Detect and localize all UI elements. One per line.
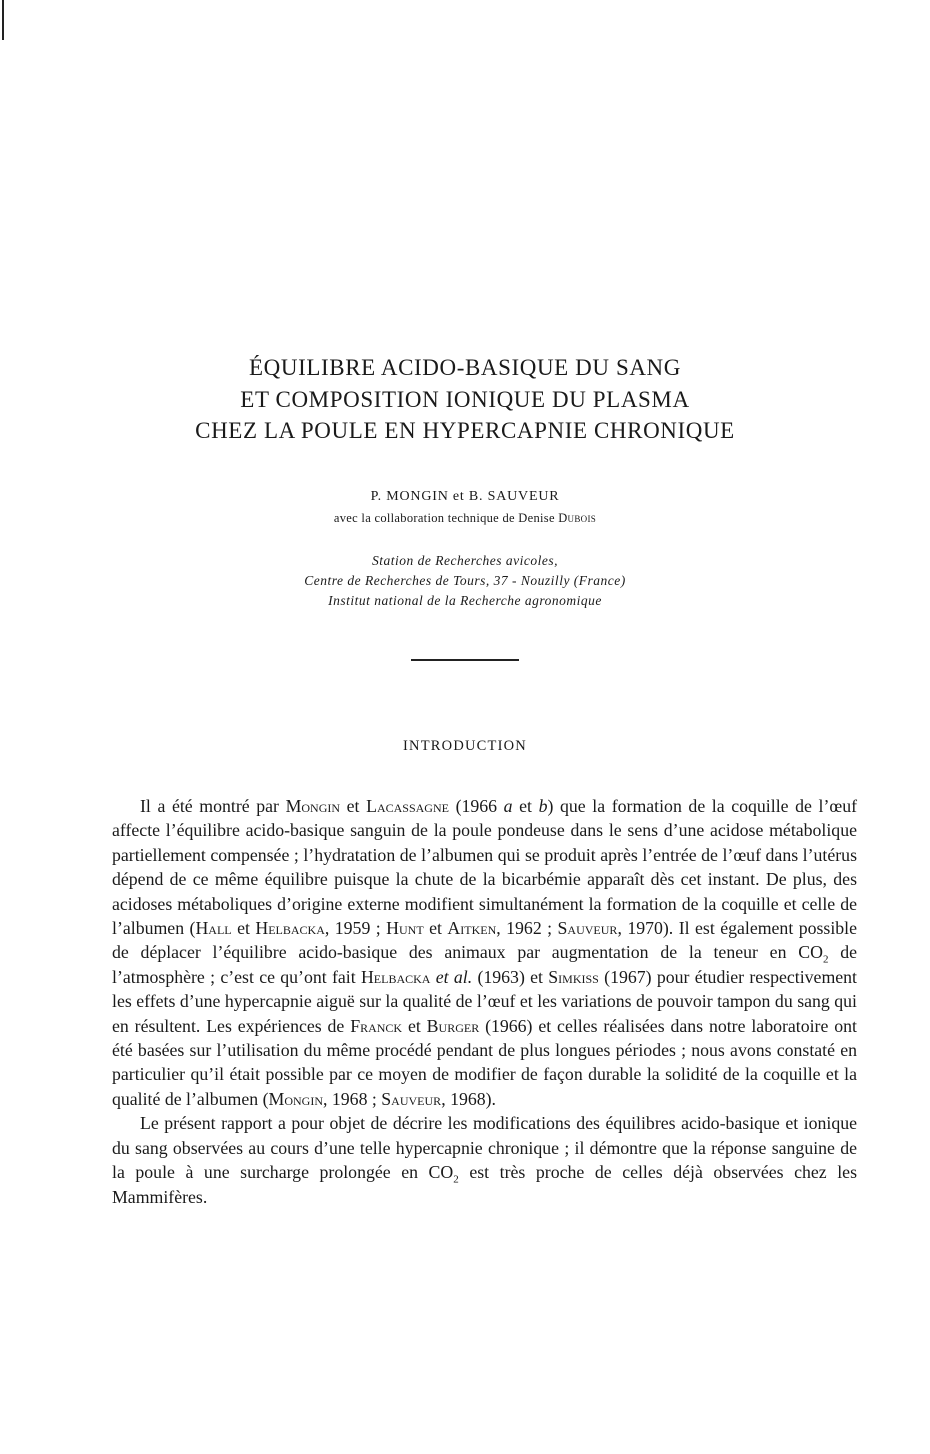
author-citation: Mongin	[268, 1088, 323, 1109]
page-edge-mark	[2, 0, 4, 40]
author-citation: Lacassagne	[366, 796, 449, 816]
author-citation: Simkiss	[548, 966, 599, 987]
affiliation-line-1: Station de Recherches avicoles,	[372, 553, 558, 568]
title-line-3: CHEZ LA POULE EN HYPERCAPNIE CHRONIQUE	[195, 418, 735, 443]
author-citation: Helbacka	[255, 918, 325, 939]
title-line-2: ET COMPOSITION IONIQUE DU PLASMA	[240, 386, 690, 412]
author-citation: Helbacka	[360, 966, 431, 987]
author-citation: Sauveur	[381, 1088, 442, 1109]
italic-text: a	[503, 796, 513, 816]
text-span: et	[423, 918, 448, 939]
italic-text: et al.	[435, 966, 473, 987]
article-title	[0, 352, 930, 447]
author-names: P. MONGIN et B. SAUVEUR	[370, 489, 560, 504]
subscript: 2	[822, 953, 829, 966]
author-citation: Hall	[195, 918, 232, 939]
author-citation: Sauveur	[557, 918, 618, 939]
author-citation: Franck	[350, 1015, 403, 1036]
subscript: 2	[453, 1173, 459, 1186]
collaboration-prefix: avec la collaboration technique de Denise	[333, 511, 555, 525]
body-text	[112, 794, 857, 1209]
text-span: (1963) et	[472, 966, 549, 987]
section-heading-introduction: INTRODUCTION	[403, 738, 527, 754]
text-span: , 1968).	[441, 1088, 497, 1109]
text-span: ) que la formation de la coquille de l’œuf affecte l’équilibre acido-basique sanguin de la poule pondeuse dans le sens d’une acidose métabolique partiellement compensée ; l’hydratation de l’albumen qui se produit après l’entrée de l’œuf dans l’utérus dépend de ce même équilibre puisque la chute de la bicarbémie apparaît dès cet instant. De plus, des acidoses métaboliques d’origine externe modifient simultanément la formation de la coquille et celle de l’albumen (	[112, 796, 858, 939]
text-span: , 1962 ;	[496, 918, 558, 939]
author-citation: Hunt	[386, 918, 424, 939]
text-span: (1966) et celles réalisées dans notre laboratoire ont été basées sur l’utilisation du même procédé pendant de plus longues périodes ; nous avons constaté en particulier qu’il était possible par ce moyen de modifier de façon durable la solidité de la coquille et la qualité de l’albumen (	[112, 1015, 857, 1109]
affiliation-line-2: Centre de Recherches de Tours, 37 - Nouzilly (France)	[304, 573, 626, 588]
author-citation: Burger	[426, 1015, 480, 1036]
text-span: de l’atmosphère ; c’est ce qu’ont fait	[112, 942, 857, 987]
title-separator-rule	[411, 659, 519, 661]
affiliation-block	[0, 551, 930, 611]
author-citation: Mongin	[285, 796, 341, 816]
text-span: et	[231, 918, 256, 939]
text-span: et	[512, 796, 539, 816]
text-span: , 1970). Il est également possible de déplacer l’équilibre acido-basique des animaux par augmentation de la teneur en CO	[112, 918, 857, 963]
title-line-1: ÉQUILIBRE ACIDO-BASIQUE DU SANG	[249, 355, 681, 380]
paragraph-1	[112, 794, 857, 1111]
author-citation: Aitken	[447, 918, 497, 939]
text-span: est très proche de celles déjà observées chez les Mammifères.	[112, 1162, 857, 1207]
author-block	[0, 486, 930, 528]
italic-text: b	[538, 796, 548, 816]
text-span: (1966	[448, 796, 504, 816]
text-span: , 1968 ;	[323, 1088, 382, 1109]
paragraph-2	[112, 1111, 857, 1209]
technical-collaboration	[0, 508, 930, 528]
text-span: et	[402, 1015, 427, 1036]
text-span: , 1959 ;	[324, 918, 387, 939]
affiliation-line-3: Institut national de la Recherche agronomique	[328, 593, 602, 608]
collaborator-name: Dubois	[558, 511, 597, 525]
text-span: Il a été montré par	[140, 796, 286, 816]
text-span: et	[340, 796, 367, 816]
text-span: (1967) pour étudier respectivement les effets d’une hypercapnie aiguë sur la qualité de l’œuf et les variations de pouvoir tampon du sang qui en résultent. Les expériences de	[112, 966, 857, 1036]
text-span: Le présent rapport a pour objet de décrire les modifications des équilibres acido-basique et ionique du sang observées au cours d’une telle hypercapnie chronique ; il démontre que la réponse sanguine de la poule à une surcharge prolongée en CO	[112, 1113, 857, 1183]
